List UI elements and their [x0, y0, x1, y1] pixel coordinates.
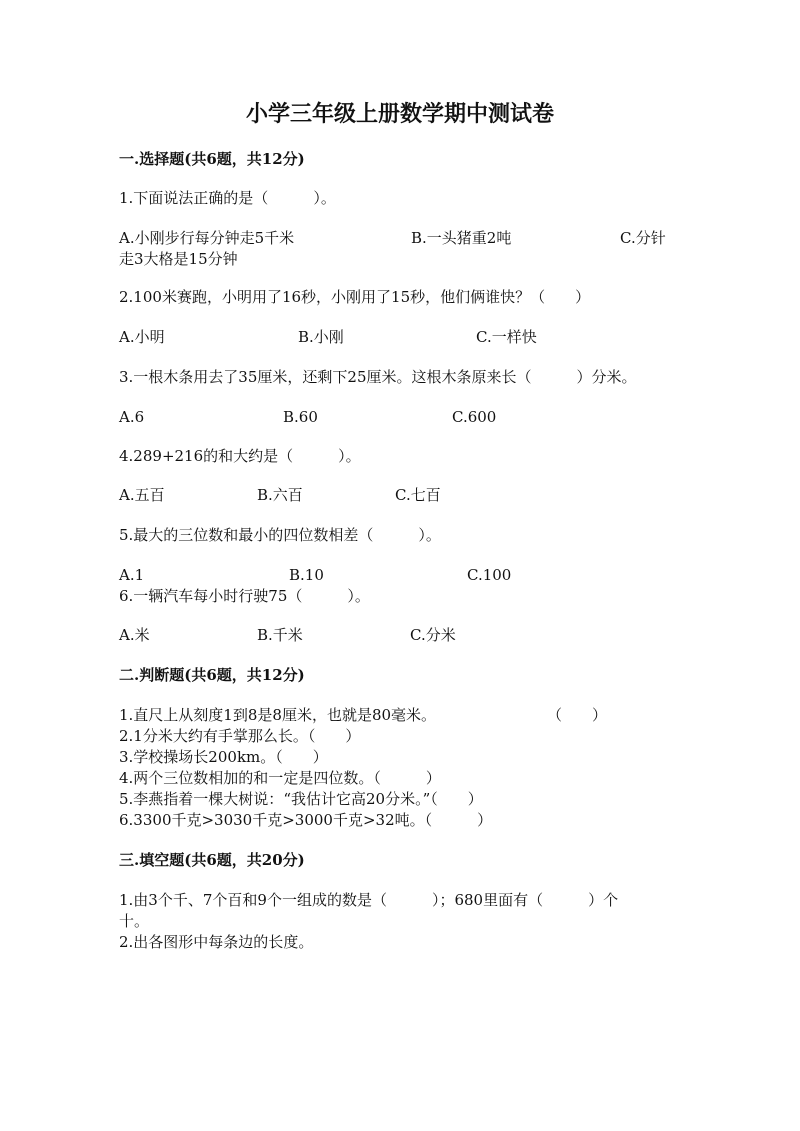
question-stem: 4.289+216的和大约是（ ）。 [119, 447, 361, 465]
question-stem: 1.下面说法正确的是（ ）。 [119, 189, 336, 207]
option-c: C.一样快 [476, 328, 537, 346]
option-c: C.七百 [395, 486, 441, 504]
option-a: A.五百 [119, 486, 165, 504]
fill-item: 2.出各图形中每条边的长度。 [119, 933, 314, 951]
judgement-item: 4.两个三位数相加的和一定是四位数。（ ） [119, 769, 441, 787]
option-a: A.小明 [119, 328, 165, 346]
question-stem: 6.一辆汽车每小时行驶75（ ）。 [119, 587, 370, 605]
option-a: A.小刚步行每分钟走5千米 [119, 229, 295, 247]
judgement-item: 1.直尺上从刻度1到8是8厘米，也就是80毫米。 [119, 706, 437, 724]
section-heading-fill-blank: 三.填空题(共6题，共20分) [119, 851, 305, 869]
option-c: C.分针 [620, 229, 666, 247]
page-title: 小学三年级上册数学期中测试卷 [245, 101, 554, 127]
option-b: B.60 [283, 408, 318, 426]
option-b: B.小刚 [298, 328, 344, 346]
judgement-item: 2.1分米大约有手掌那么长。（ ） [119, 727, 361, 745]
question-stem: 3.一根木条用去了35厘米，还剩下25厘米。这根木条原来长（ ）分米。 [119, 368, 637, 386]
judgement-item: 6.3300千克>3030千克>3000千克>32吨。（ ） [119, 811, 493, 829]
option-a: A.6 [119, 408, 145, 426]
option-c: C.分米 [410, 626, 456, 644]
option-a: A.1 [119, 566, 145, 584]
question-stem: 5.最大的三位数和最小的四位数相差（ ）。 [119, 526, 441, 544]
option-b: B.六百 [257, 486, 303, 504]
option-c-wrap: 走3大格是15分钟 [119, 250, 238, 268]
option-c: C.600 [452, 408, 497, 426]
judgement-item: 5.李燕指着一棵大树说：“我估计它高20分米。”（ ） [119, 790, 483, 808]
section-heading-judgement: 二.判断题(共6题，共12分) [119, 666, 305, 684]
option-c: C.100 [467, 566, 512, 584]
option-b: B.10 [289, 566, 324, 584]
question-stem: 2.100米赛跑，小明用了16秒，小刚用了15秒，他们俩谁快？（ ） [119, 288, 591, 306]
fill-item-wrap: 十。 [119, 912, 150, 930]
option-a: A.米 [119, 626, 150, 644]
fill-item: 1.由3个千、7个百和9个一组成的数是（ ）；680里面有（ ）个 [119, 891, 619, 909]
judgement-item: 3.学校操场长200km。（ ） [119, 748, 328, 766]
section-heading-choice: 一.选择题(共6题，共12分) [119, 150, 305, 168]
option-b: B.千米 [257, 626, 303, 644]
option-b: B.一头猪重2吨 [411, 229, 512, 247]
judgement-blank: （ ） [547, 706, 608, 724]
